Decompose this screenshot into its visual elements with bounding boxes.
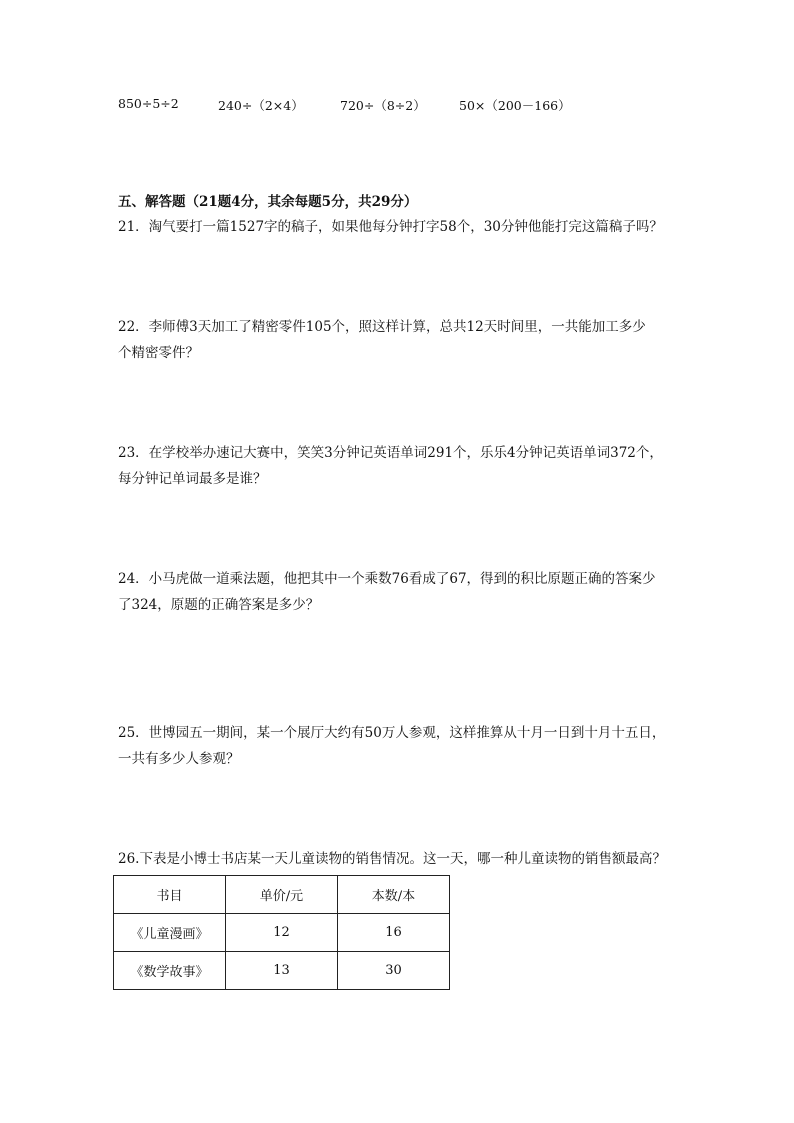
table-cell: 12 bbox=[226, 914, 338, 952]
question-line: 了324，原题的正确答案是多少？ bbox=[118, 597, 320, 613]
calculation-item: 240÷（2×4） bbox=[218, 98, 304, 113]
calculation-item: 850÷5÷2 bbox=[118, 96, 179, 111]
calculation-item: 50×（200－166） bbox=[459, 98, 571, 113]
section-title: 五、解答题（21题4分，其余每题5分，共29分） bbox=[118, 194, 418, 210]
question-line: 22．李师傅3天加工了精密零件105个，照这样计算，总共12天时间里，一共能加工多少 bbox=[118, 319, 646, 335]
question-line: 一共有多少人参观？ bbox=[118, 751, 240, 767]
table-cell: 16 bbox=[338, 914, 450, 952]
table-header-cell: 书目 bbox=[114, 876, 226, 914]
question-23 bbox=[118, 440, 663, 492]
question-22 bbox=[118, 314, 646, 366]
question-line: 24．小马虎做一道乘法题，他把其中一个乘数76看成了67，得到的积比原题正确的答案少 bbox=[118, 571, 656, 587]
table-row bbox=[114, 952, 450, 990]
question-line: 个精密零件？ bbox=[118, 345, 199, 361]
calculation-item: 720÷（8÷2） bbox=[340, 98, 426, 113]
table-header-cell: 单价/元 bbox=[226, 876, 338, 914]
table-cell: 30 bbox=[338, 952, 450, 990]
table-cell: 13 bbox=[226, 952, 338, 990]
table-cell: 《数学故事》 bbox=[114, 952, 226, 990]
table-header-row bbox=[114, 876, 450, 914]
calculation-row bbox=[0, 96, 794, 116]
table-cell: 《儿童漫画》 bbox=[114, 914, 226, 952]
question-25 bbox=[118, 720, 665, 772]
question-line: 21．淘气要打一篇1527字的稿子，如果他每分钟打字58个，30分钟他能打完这篇稿子吗？ bbox=[118, 219, 663, 235]
question-21 bbox=[118, 214, 663, 240]
question-line: 23．在学校举办速记大赛中，笑笑3分钟记英语单词291个，乐乐4分钟记英语单词372个， bbox=[118, 445, 663, 461]
question-line: 26.下表是小博士书店某一天儿童读物的销售情况。这一天，哪一种儿童读物的销售额最高？ bbox=[118, 851, 666, 867]
question-26 bbox=[118, 846, 666, 872]
book-sales-table bbox=[113, 875, 450, 990]
question-line: 每分钟记单词最多是谁？ bbox=[118, 471, 267, 487]
table-header-cell: 本数/本 bbox=[338, 876, 450, 914]
question-line: 25．世博园五一期间，某一个展厅大约有50万人参观，这样推算从十月一日到十月十五日， bbox=[118, 725, 666, 741]
table-row bbox=[114, 914, 450, 952]
question-24 bbox=[118, 566, 656, 618]
